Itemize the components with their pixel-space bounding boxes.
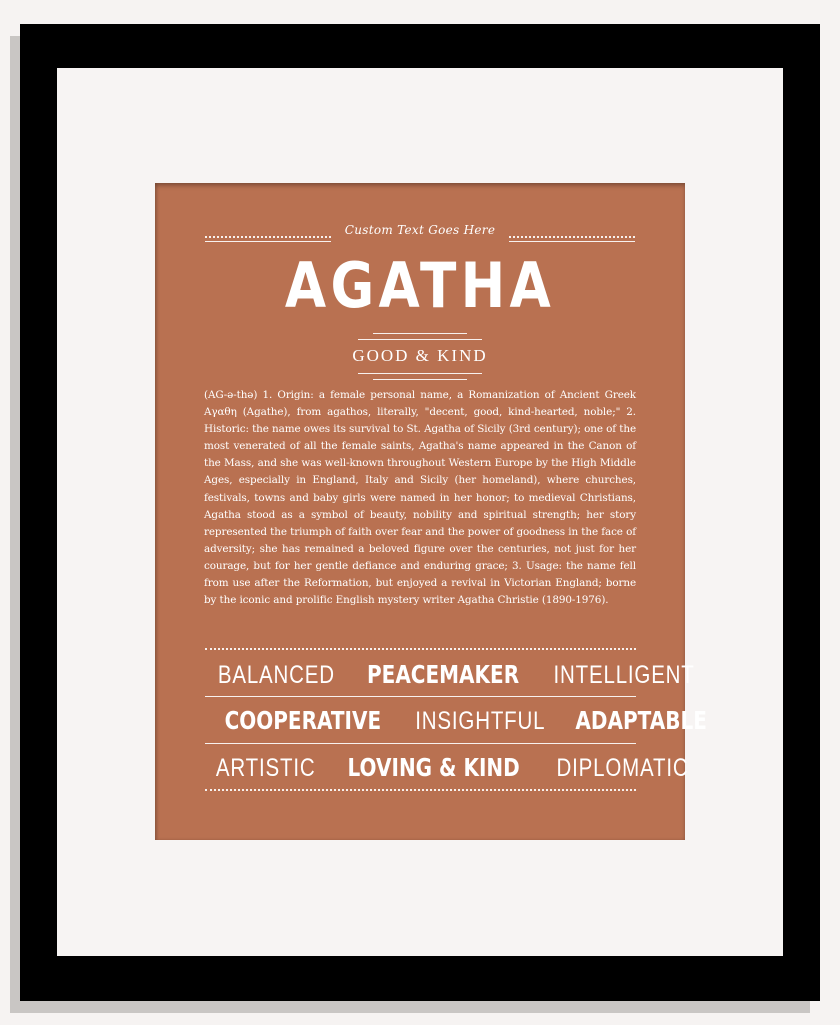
top-left-rule bbox=[205, 241, 331, 242]
traits-row-2 bbox=[205, 704, 708, 738]
traits-divider-1 bbox=[205, 696, 636, 697]
trait-insightful: INSIGHTFUL bbox=[414, 707, 546, 735]
trait-peacemaker: PEACEMAKER bbox=[366, 660, 519, 689]
name-meaning: GOOD & KIND bbox=[352, 346, 488, 365]
meaning-rule-bottom-1 bbox=[358, 373, 482, 374]
trait-balanced: BALANCED bbox=[217, 661, 335, 689]
trait-intelligent: INTELLIGENT bbox=[553, 661, 695, 689]
meaning-rule-bottom-2 bbox=[373, 379, 467, 380]
poster-name: AGATHA bbox=[284, 249, 556, 322]
traits-divider-2 bbox=[205, 743, 636, 744]
definition-text: (AG-ə-thə) 1. Origin: a female personal name, a Romanization of Ancient Greek Αγαθη (Agathe), from agathos, literally, "decent, good, kind-hearted, noble;" 2. Historic: the name owes its survival to St. Agatha of Sicily (3rd century); one of the most venerated of all the female saints, Agatha's name appeared in the Canon of the Mass, and she was well-known throughout Western Europe by the High Middle Ages, especially in England, Italy and Sicily (her homeland), where churches, festivals, towns and baby girls were named in her honor; to medieval Christians, Agatha stood as a symbol of beauty, nobility and spiritual strength; her story represented the triumph of faith over fear and the power of goodness in the face of adversity; she has remained a beloved figure over the centuries, not just for her courage, but for her gentle defiance and enduring grace; 3. Usage: the name fell from use after the Reformation, but enjoyed a revival in Victorian England; borne by the iconic and prolific English mystery writer Agatha Christie (1890-1976). bbox=[204, 389, 636, 607]
traits-bottom-dotted-rule bbox=[205, 789, 636, 791]
name-poster bbox=[155, 183, 708, 840]
traits-top-dotted-rule bbox=[205, 648, 636, 650]
meaning-rule-top-1 bbox=[373, 333, 467, 334]
trait-loving-kind: LOVING & KIND bbox=[347, 753, 521, 782]
traits-row-3 bbox=[205, 751, 689, 785]
trait-cooperative: COOPERATIVE bbox=[224, 706, 382, 735]
custom-text: Custom Text Goes Here bbox=[344, 223, 496, 237]
name-definition bbox=[204, 387, 636, 609]
trait-diplomatic: DIPLOMATIC bbox=[556, 754, 689, 782]
top-right-rule bbox=[509, 241, 635, 242]
meaning-rule-top-2 bbox=[358, 339, 482, 340]
trait-artistic: ARTISTIC bbox=[215, 754, 316, 782]
trait-adaptable: ADAPTABLE bbox=[575, 706, 708, 735]
traits-row-1 bbox=[205, 658, 695, 692]
